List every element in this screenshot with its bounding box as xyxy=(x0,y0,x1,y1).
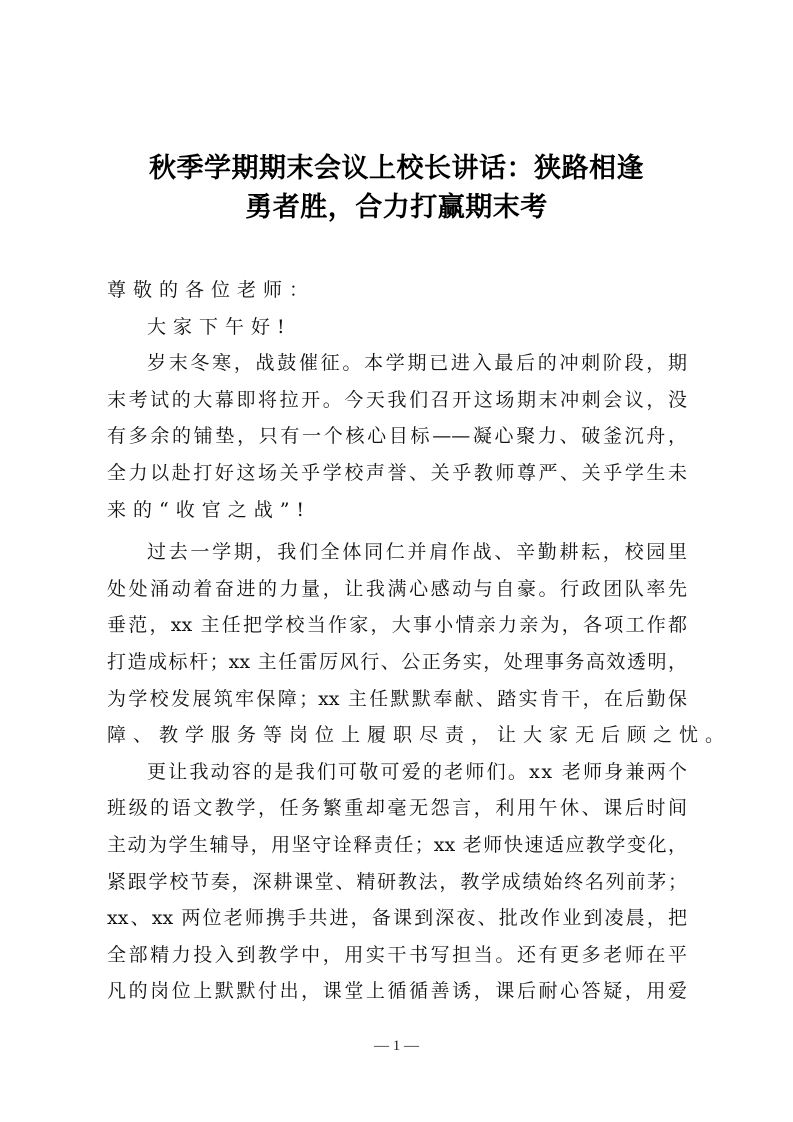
paragraph-line: 有多余的铺垫，只有一个核心目标——凝心聚力、破釜沉舟， xyxy=(107,425,687,448)
paragraph-line: 垂范，xx 主任把学校当作家，大事小情亲力亲为，各项工作都 xyxy=(107,614,687,637)
paragraph-line: 岁末冬寒，战鼓催征。本学期已进入最后的冲刺阶段，期 xyxy=(147,352,689,375)
paragraph-line: 凡的岗位上默默付出，课堂上循循善诱，课后耐心答疑，用爱 xyxy=(107,980,687,1003)
paragraph-line: 过去一学期，我们全体同仁并肩作战、辛勤耕耘，校园里 xyxy=(147,541,689,564)
salutation: 尊敬的各位老师： xyxy=(107,279,316,301)
paragraph-1 xyxy=(107,345,687,528)
paragraph-line: 打造成标杆；xx 主任雷厉风行、公正务实，处理事务高效透明， xyxy=(107,650,687,673)
greeting: 大家下午好! xyxy=(147,315,292,338)
paragraph-line: 为学校发展筑牢保障；xx 主任默默奉献、踏实肯干，在后勤保 xyxy=(107,687,687,710)
page-number: — 1 — xyxy=(374,1038,419,1054)
paragraph-line: 班级的语文教学，任务繁重却毫无怨言，利用午休、课后时间 xyxy=(107,797,687,820)
paragraph-line: 来的“收官之战”! xyxy=(107,498,312,521)
paragraph-line: 末考试的大幕即将拉开。今天我们召开这场期末冲刺会议，没 xyxy=(107,388,687,411)
paragraph-line: 全部精力投入到教学中，用实干书写担当。还有更多老师在平 xyxy=(107,943,687,966)
document-title-line-1: 秋季学期期末会议上校长讲话：狭路相逢 xyxy=(149,153,644,184)
paragraph-line: 紧跟学校节奏，深耕课堂、精研教法，教学成绩始终名列前茅； xyxy=(107,870,687,893)
paragraph-line: xx、xx 两位老师携手共进，备课到深夜、批改作业到凌晨，把 xyxy=(107,907,687,930)
document-body xyxy=(107,272,732,1010)
document-title-line-2: 勇者胜，合力打赢期末考 xyxy=(245,192,548,223)
paragraph-line: 障、教学服务等岗位上履职尽责，让大家无后顾之忧。 xyxy=(107,724,732,747)
paragraph-line: 全力以赴打好这场关乎学校声誉、关乎教师尊严、关乎学生未 xyxy=(107,461,687,484)
paragraph-line: 主动为学生辅导，用坚守诠释责任；xx 老师快速适应教学变化， xyxy=(107,833,687,856)
paragraph-line: 处处涌动着奋进的力量，让我满心感动与自豪。行政团队率先 xyxy=(107,577,687,600)
paragraph-3 xyxy=(107,754,687,1010)
paragraph-line: 更让我动容的是我们可敬可爱的老师们。xx 老师身兼两个 xyxy=(147,760,689,783)
paragraph-2 xyxy=(107,534,732,754)
